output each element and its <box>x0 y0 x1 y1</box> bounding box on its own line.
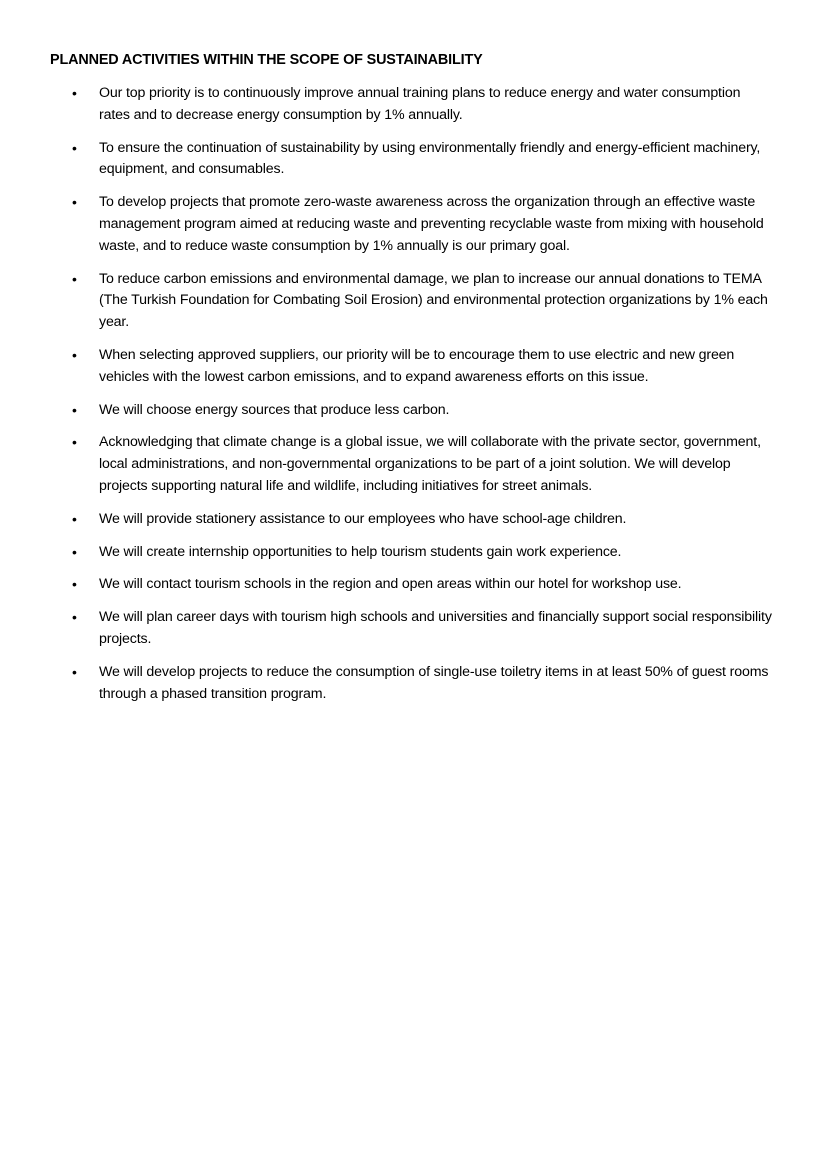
list-item <box>72 269 772 334</box>
bullet-icon: • <box>72 401 77 418</box>
bullet-icon: • <box>72 85 77 101</box>
list-item-text: Acknowledging that climate change is a global issue, we will collaborate with the private sector, government, local administrations, and non-governmental organizations to be part of a joint solution. We will develop projects supporting natural life and wildlife, including initiatives for street animals. <box>99 434 761 494</box>
bullet-icon: • <box>72 139 77 156</box>
list-item-text: To reduce carbon emissions and environmental damage, we plan to increase our annual donations to TEMA (The Turkish Foundation for Combating Soil Erosion) and environmental protection organizations by 1% each year. <box>99 270 768 331</box>
list-item <box>72 607 772 651</box>
list-item-text: We will provide stationery assistance to our employees who have school-age children. <box>99 510 627 527</box>
list-item-text: When selecting approved suppliers, our priority will be to encourage them to use electric and new green vehicles with the lowest carbon emissions, and to expand awareness efforts on this issue. <box>99 346 735 385</box>
list-item-text: We will create internship opportunities to help tourism students gain work experience. <box>99 543 622 560</box>
list-item-text: We will plan career days with tourism high schools and universities and financially support social responsibility projects. <box>99 609 772 647</box>
bullet-icon: • <box>72 510 77 527</box>
list-item-text: We will develop projects to reduce the consumption of single-use toiletry items in at least 50% of guest rooms through a phased transition program. <box>99 663 769 702</box>
list-item-text: To ensure the continuation of sustainability by using environmentally friendly and energy-efficient machinery, equipment, and consumables. <box>99 139 761 178</box>
list-item-text: To develop projects that promote zero-waste awareness across the organization through an effective waste management program aimed at reducing waste and preventing recyclable waste from mixing with household waste, and to reduce waste consumption by 1% annually is our primary goal. <box>99 194 764 254</box>
bullet-icon: • <box>72 663 77 680</box>
bullet-icon: • <box>72 270 77 287</box>
bullet-icon: • <box>72 543 77 560</box>
bullet-icon: • <box>72 346 77 363</box>
list-item <box>72 662 772 706</box>
list-item-text: We will contact tourism schools in the region and open areas within our hotel for workshop use. <box>99 576 682 593</box>
bullet-icon: • <box>72 609 77 626</box>
list-item <box>72 138 772 182</box>
activities-list <box>72 83 772 716</box>
list-item <box>72 542 772 564</box>
list-item <box>72 574 772 596</box>
list-item <box>72 192 772 257</box>
list-item <box>72 83 772 127</box>
bullet-icon: • <box>72 194 77 211</box>
list-item-text: Our top priority is to continuously improve annual training plans to reduce energy and water consumption rates and to decrease energy consumption by 1% annually. <box>99 85 741 123</box>
list-item <box>72 432 772 497</box>
list-item <box>72 400 772 422</box>
bullet-icon: • <box>72 434 77 451</box>
section-heading: PLANNED ACTIVITIES WITHIN THE SCOPE OF SUSTAINABILITY <box>50 52 483 68</box>
bullet-icon: • <box>72 576 77 593</box>
list-item <box>72 345 772 389</box>
list-item-text: We will choose energy sources that produce less carbon. <box>99 401 450 418</box>
list-item <box>72 509 772 531</box>
